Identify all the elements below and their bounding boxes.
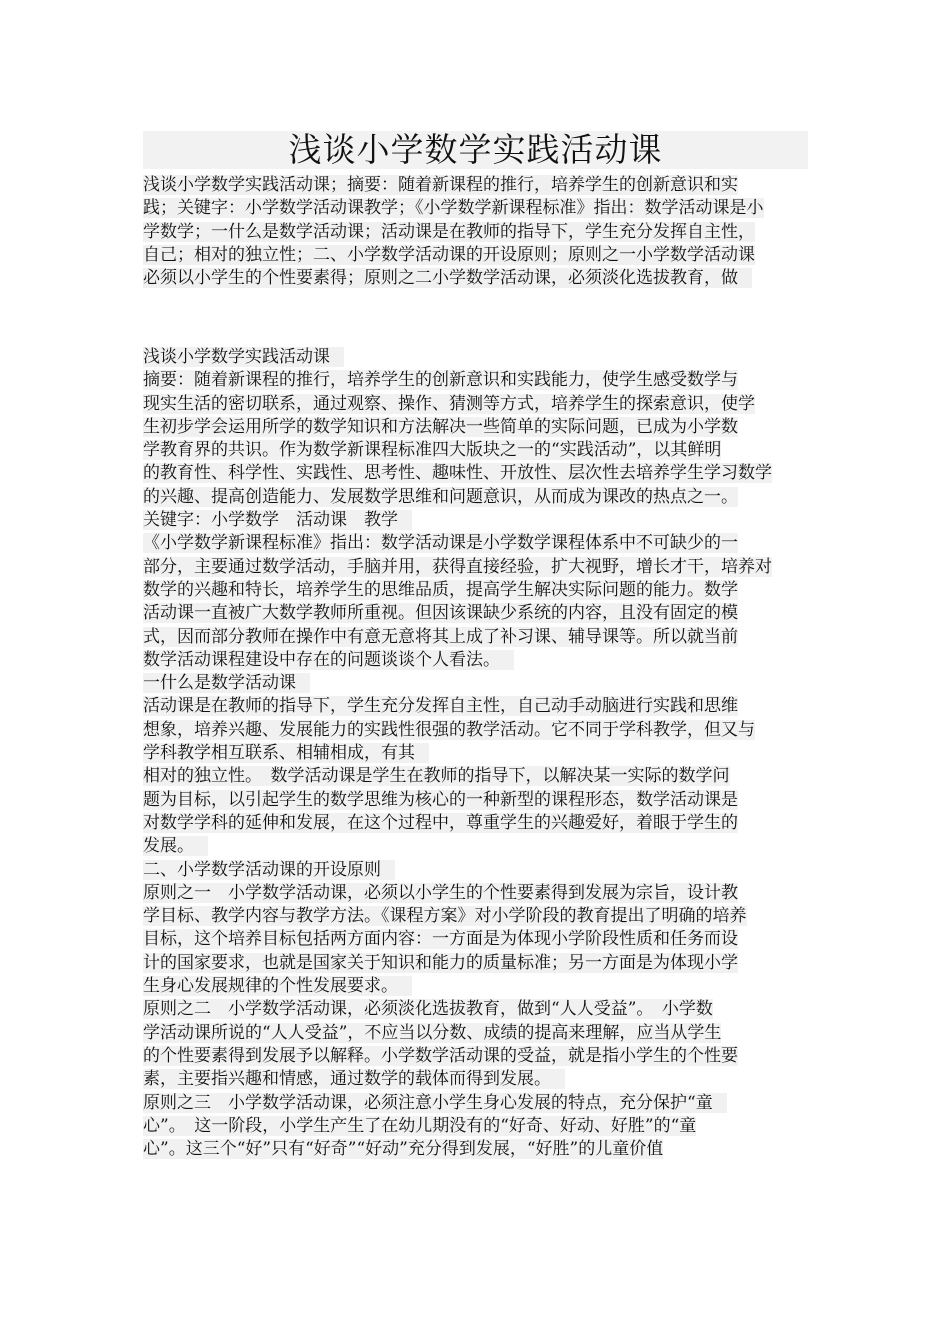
body-line-text: 学目标、教学内容与教学方法。《课程方案》对小学阶段的教育提出了明确的培养 xyxy=(143,906,747,927)
body-block xyxy=(143,346,808,1161)
body-line xyxy=(143,346,808,369)
body-line xyxy=(143,952,808,975)
body-line xyxy=(143,556,808,579)
body-line xyxy=(143,393,808,416)
body-line-text: 活动课一直被广大数学教师所重视。但因该课缺少系统的内容，且没有固定的模 xyxy=(143,603,738,624)
body-line-text: 的个性要素得到发展予以解释。小学数学活动课的受益，就是指小学生的个性要 xyxy=(143,1045,738,1066)
summary-line-text: 自己；相对的独立性；二、小学数学活动课的开设原则；原则之一小学数学活动课 xyxy=(143,244,755,265)
body-line-text: 摘要：随着新课程的推行，培养学生的创新意识和实践能力，使学生感受数学与 xyxy=(143,370,738,391)
body-line xyxy=(143,1138,808,1161)
summary-line xyxy=(143,174,808,197)
body-line xyxy=(143,486,808,509)
body-line xyxy=(143,672,808,695)
body-line-text: 生初步学会运用所学的数学知识和方法解决一些简单的实际问题，已成为小学数 xyxy=(143,416,738,437)
body-line xyxy=(143,765,808,788)
body-line-text: 对数学学科的延伸和发展，在这个过程中，尊重学生的兴趣爱好，着眼于学生的 xyxy=(143,812,738,833)
summary-block xyxy=(143,174,808,290)
body-line xyxy=(143,975,808,998)
body-line-text: 想象，培养兴趣、发展能力的实践性很强的教学活动。它不同于学科教学，但又与 xyxy=(143,719,755,740)
body-line xyxy=(143,1045,808,1068)
body-line-text: 《小学数学新课程标准》指出：数学活动课是小学数学课程体系中不可缺少的一 xyxy=(143,533,738,554)
body-line xyxy=(143,439,808,462)
body-line xyxy=(143,369,808,392)
body-line-text: 学教育界的共识。作为数学新课程标准四大版块之一的“实践活动”，以其鲜明 xyxy=(143,440,722,461)
body-line-text: 学科教学相互联系、相辅相成，有其 xyxy=(143,743,429,763)
body-line xyxy=(143,882,808,905)
body-line-text: 原则之二 小学数学活动课，必须淡化选拔教育，做到“人人受益”。 小学数 xyxy=(143,999,713,1020)
body-line-text: 活动课是在教师的指导下，学生充分发挥自主性，自己动手动脑进行实践和思维 xyxy=(143,696,738,717)
body-line xyxy=(143,509,808,532)
body-line-text: 二、小学数学活动课的开设原则 xyxy=(143,860,395,880)
body-line xyxy=(143,742,808,765)
body-line xyxy=(143,998,808,1021)
body-line xyxy=(143,602,808,625)
body-line-text: 部分，主要通过数学活动，手脑并用，获得直接经验，扩大视野，增长才干，培养对 xyxy=(143,556,772,577)
body-line-text: 一什么是数学活动课 xyxy=(143,673,310,693)
body-line xyxy=(143,719,808,742)
body-line-text: 生身心发展规律的个性发展要求。 xyxy=(143,976,412,996)
summary-line xyxy=(143,221,808,244)
body-line xyxy=(143,1115,808,1138)
body-line-text: 目标，这个培养目标包括两方面内容：一方面是为体现小学阶段性质和任务而设 xyxy=(143,929,738,950)
body-line xyxy=(143,835,808,858)
body-line-text: 式，因而部分教师在操作中有意无意将其上成了补习课、辅导课等。所以就当前 xyxy=(143,626,738,647)
body-line xyxy=(143,1022,808,1045)
body-line-text: 素，主要指兴趣和情感，通过数学的载体而得到发展。 xyxy=(143,1069,565,1089)
body-line xyxy=(143,579,808,602)
body-line-text: 学活动课所说的“人人受益”，不应当以分数、成绩的提高来理解，应当从学生 xyxy=(143,1022,722,1043)
body-line-text: 的教育性、科学性、实践性、思考性、趣味性、开放性、层次性去培养学生学习数学 xyxy=(143,463,772,484)
body-line xyxy=(143,812,808,835)
summary-line-text: 践；关键字：小学数学活动课教学；《小学数学新课程标准》指出：数学活动课是小 xyxy=(143,198,764,219)
body-line-text: 现实生活的密切联系，通过观察、操作、猜测等方式，培养学生的探索意识，使学 xyxy=(143,393,755,414)
summary-line xyxy=(143,267,808,290)
document-title: 浅谈小学数学实践活动课 xyxy=(288,130,663,169)
body-line xyxy=(143,789,808,812)
body-line-text: 计的国家要求，也就是国家关于知识和能力的质量标准；另一方面是为体现小学 xyxy=(143,952,738,973)
body-line xyxy=(143,859,808,882)
body-line xyxy=(143,416,808,439)
body-line xyxy=(143,462,808,485)
body-line-text: 发展。 xyxy=(143,836,208,856)
summary-line-text: 学数学；一什么是数学活动课；活动课是在教师的指导下，学生充分发挥自主性， xyxy=(143,221,755,242)
body-line xyxy=(143,1092,808,1115)
summary-line xyxy=(143,244,808,267)
body-line xyxy=(143,695,808,718)
body-line-text: 数学的兴趣和特长，培养学生的思维品质，提高学生解决实际问题的能力。数学 xyxy=(143,579,738,600)
body-line xyxy=(143,928,808,951)
body-line-text: 浅谈小学数学实践活动课 xyxy=(143,347,344,367)
body-line-text: 的兴趣、提高创造能力、发展数学思维和问题意识，从而成为课改的热点之一。 xyxy=(143,486,738,507)
body-line-text: 题为目标，以引起学生的数学思维为核心的一种新型的课程形态，数学活动课是 xyxy=(143,789,738,810)
body-line-text: 数学活动课程建设中存在的问题谈谈个人看法。 xyxy=(143,650,514,670)
summary-line-text: 必须以小学生的个性要素得；原则之二小学数学活动课，必须淡化选拔教育，做 xyxy=(143,268,752,288)
body-line xyxy=(143,626,808,649)
body-line-text: 心”。 这一阶段，小学生产生了在幼儿期没有的“好奇、好动、好胜”的“童 xyxy=(143,1115,697,1136)
body-line-text: 相对的独立性。 数学活动课是学生在教师的指导下，以解决某一实际的数学问 xyxy=(143,766,730,787)
summary-line xyxy=(143,197,808,220)
summary-line-text: 浅谈小学数学实践活动课；摘要：随着新课程的推行，培养学生的创新意识和实 xyxy=(143,175,738,195)
body-line xyxy=(143,532,808,555)
body-line xyxy=(143,905,808,928)
body-line-text: 关键字：小学数学 活动课 教学 xyxy=(143,510,412,530)
body-line xyxy=(143,1068,808,1091)
body-line-text: 心”。这三个“好”只有“好奇”“好动”充分得到发展，“好胜”的儿童价值 xyxy=(143,1139,664,1160)
body-line xyxy=(143,649,808,672)
body-line-text: 原则之一 小学数学活动课，必须以小学生的个性要素得到发展为宗旨，设计教 xyxy=(143,882,738,903)
body-line-text: 原则之三 小学数学活动课，必须注意小学生身心发展的特点，充分保护“童 xyxy=(143,1093,727,1113)
